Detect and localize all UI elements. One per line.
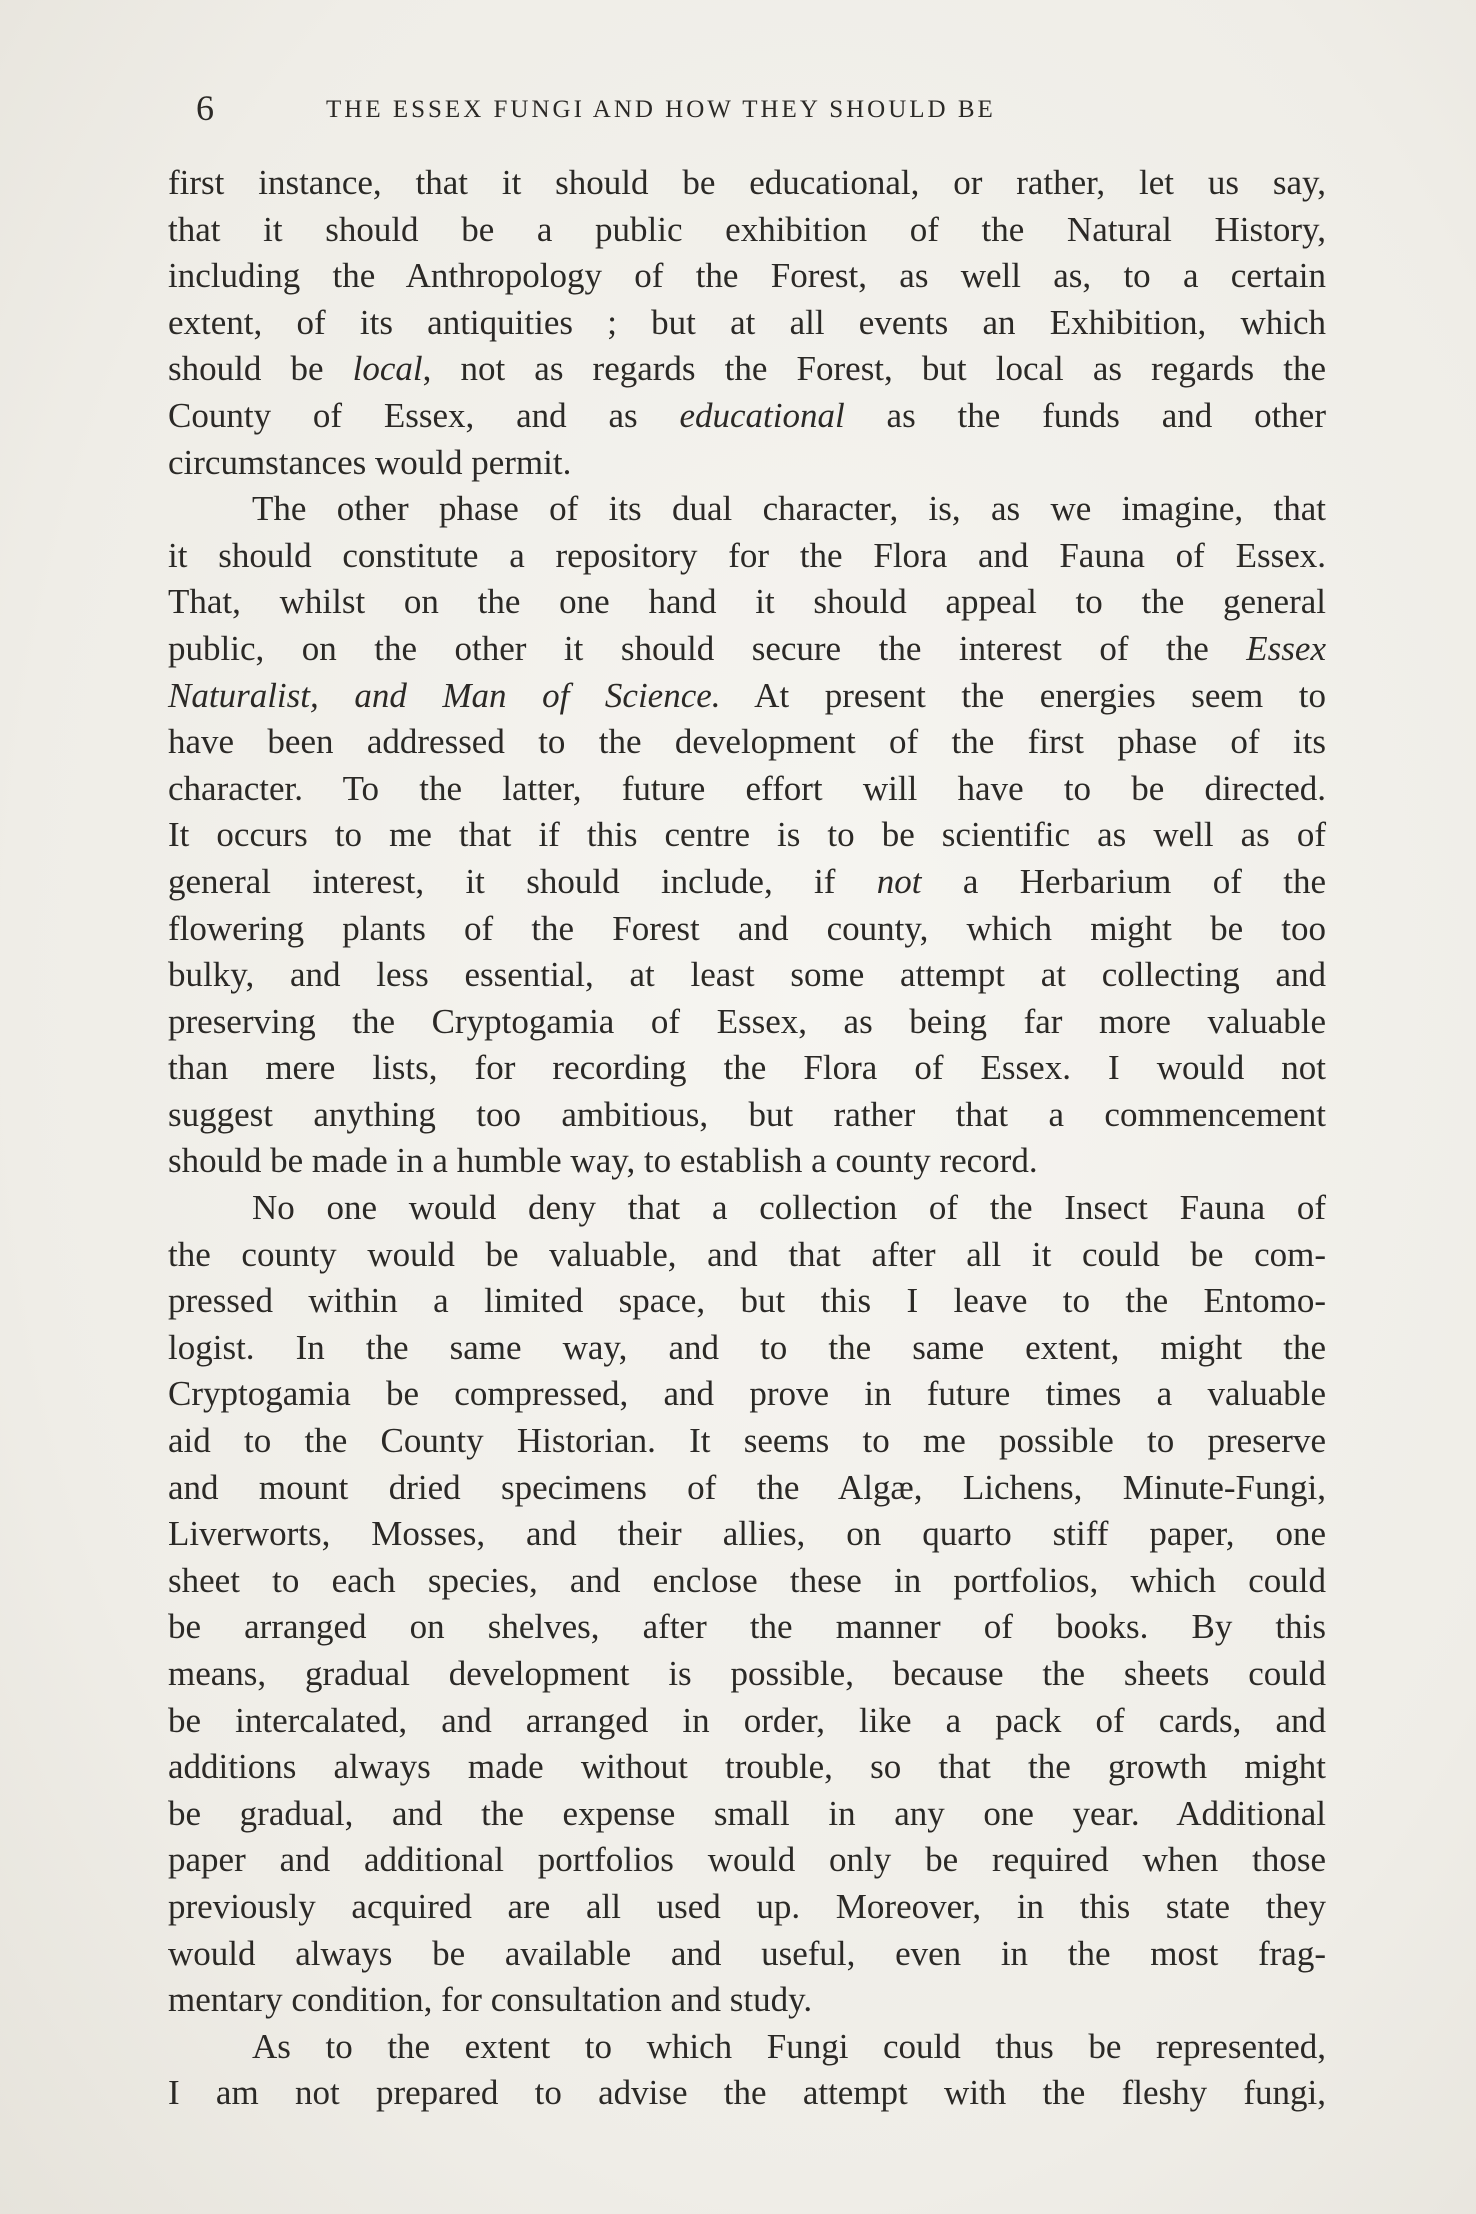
text-line: it should constitute a repository for the Flora and Fauna of Essex. xyxy=(168,535,1326,575)
text-line: extent, of its antiquities ; but at all events an Exhibition, which xyxy=(168,302,1326,342)
body-text xyxy=(168,160,1326,2117)
text-line: The other phase of its dual character, is, as we imagine, that xyxy=(252,489,1326,529)
text-line: be gradual, and the expense small in any one year. Additional xyxy=(168,1793,1326,1833)
text-line: circumstances would permit. xyxy=(168,442,572,482)
text-line: preserving the Cryptogamia of Essex, as being far more valuable xyxy=(168,1001,1326,1041)
text-line: mentary condition, for consultation and study. xyxy=(168,1980,813,2020)
text-line: flowering plants of the Forest and county, which might be too xyxy=(168,908,1326,948)
text-line: character. To the latter, future effort will have to be directed. xyxy=(168,768,1326,808)
text-line: be intercalated, and arranged in order, like a pack of cards, and xyxy=(168,1700,1326,1740)
italic-word: educational xyxy=(679,395,845,435)
text-line: No one would deny that a collection of the Insect Fauna of xyxy=(252,1188,1326,1228)
text-line: It occurs to me that if this centre is to be scientific as well as of xyxy=(168,815,1326,855)
text-line: logist. In the same way, and to the same extent, might the xyxy=(168,1327,1326,1367)
text-line: first instance, that it should be educational, or rather, let us say, xyxy=(168,163,1326,202)
text-line: suggest anything too ambitious, but rather that a commencement xyxy=(168,1094,1326,1134)
text-line: paper and additional portfolios would only be required when those xyxy=(168,1840,1326,1880)
text-line: have been addressed to the development of the first phase of its xyxy=(168,722,1326,762)
italic-word: not xyxy=(876,861,922,901)
text-line: and mount dried specimens of the Algæ, Lichens, Minute-Fungi, xyxy=(168,1467,1326,1507)
text-line: previously acquired are all used up. Moreover, in this state they xyxy=(168,1886,1326,1926)
text-line: pressed within a limited space, but this I leave to the Entomo- xyxy=(168,1281,1326,1321)
running-head: THE ESSEX FUNGI AND HOW THEY SHOULD BE xyxy=(326,96,996,123)
text-line: bulky, and less essential, at least some attempt at collecting and xyxy=(168,955,1326,995)
text-segment: , not as regards the Forest, but local as regards the xyxy=(422,349,1326,389)
text-line: additions always made without trouble, so that the growth might xyxy=(168,1747,1326,1787)
page-number: 6 xyxy=(196,88,214,128)
text-line xyxy=(168,673,1326,720)
text-line: aid to the County Historian. It seems to me possible to preserve xyxy=(168,1421,1326,1461)
text-line: I am not prepared to advise the attempt with the fleshy fungi, xyxy=(168,2073,1326,2113)
text-line: would always be available and useful, even in the most frag- xyxy=(168,1933,1326,1973)
text-segment: as the funds and other xyxy=(844,395,1326,435)
text-segment: public, on the other it should secure the interest of the xyxy=(168,628,1247,668)
italic-word: local xyxy=(352,349,423,389)
text-line: sheet to each species, and enclose these in portfolios, which could xyxy=(168,1560,1326,1600)
text-line: means, gradual development is possible, because the sheets could xyxy=(168,1654,1326,1693)
text-segment: general interest, it should include, if xyxy=(168,861,877,901)
text-line xyxy=(168,859,1326,906)
text-line: including the Anthropology of the Forest, as well as, to a certain xyxy=(168,256,1326,296)
text-segment: At present the energies seem to xyxy=(720,675,1326,715)
text-segment: should be xyxy=(168,349,353,389)
italic-word: Naturalist, xyxy=(168,675,319,715)
text-segment: a Herbarium of the xyxy=(921,861,1326,901)
text-line xyxy=(168,346,1326,393)
text-line: be arranged on shelves, after the manner of books. By this xyxy=(168,1607,1326,1647)
text-line: As to the extent to which Fungi could thus be represented, xyxy=(252,2026,1326,2066)
text-line xyxy=(168,393,1326,440)
text-line xyxy=(168,626,1326,673)
italic-word: Essex xyxy=(1246,628,1326,668)
text-line: that it should be a public exhibition of the Natural History, xyxy=(168,209,1326,249)
italic-word: and Man of Science. xyxy=(354,675,721,715)
text-line: Cryptogamia be compressed, and prove in future times a valuable xyxy=(168,1374,1326,1414)
text-segment: County of Essex, and as xyxy=(168,395,680,435)
text-line: the county would be valuable, and that after all it could be com- xyxy=(168,1234,1326,1274)
text-line: Liverworts, Mosses, and their allies, on quarto stiff paper, one xyxy=(168,1514,1326,1554)
text-line: than mere lists, for recording the Flora of Essex. I would not xyxy=(168,1048,1326,1088)
text-line: That, whilst on the one hand it should appeal to the general xyxy=(168,582,1326,622)
text-line: should be made in a humble way, to establish a county record. xyxy=(168,1141,1038,1181)
page-header xyxy=(196,88,1332,128)
